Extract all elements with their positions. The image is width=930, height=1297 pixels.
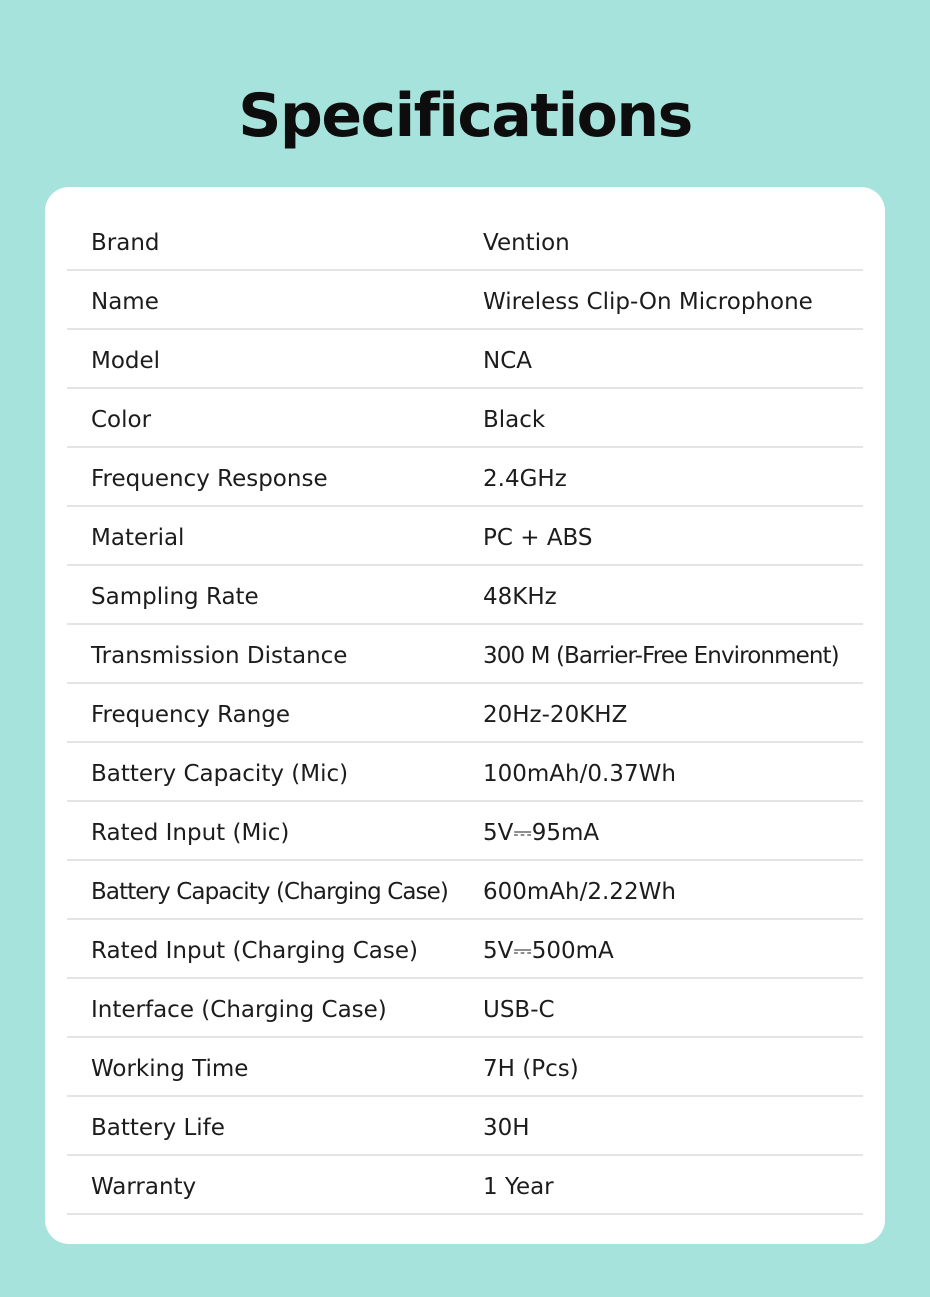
spec-row-transmission-distance bbox=[67, 625, 863, 684]
spec-label: Transmission Distance bbox=[91, 643, 348, 669]
spec-value: 30H bbox=[483, 1115, 530, 1141]
spec-row-frequency-response bbox=[67, 448, 863, 507]
spec-label: Frequency Response bbox=[91, 466, 328, 492]
spec-row-frequency-range bbox=[67, 684, 863, 743]
spec-row-battery-capacity-mic bbox=[67, 743, 863, 802]
spec-row-color bbox=[67, 389, 863, 448]
spec-value: 20Hz-20KHZ bbox=[483, 702, 628, 728]
spec-label: Name bbox=[91, 289, 159, 315]
spec-row-name bbox=[67, 271, 863, 330]
spec-value: USB-C bbox=[483, 997, 555, 1023]
page-title: Specifications bbox=[238, 81, 692, 151]
spec-label: Material bbox=[91, 525, 185, 551]
spec-label: Battery Capacity (Mic) bbox=[91, 761, 349, 787]
spec-label: Interface (Charging Case) bbox=[91, 997, 387, 1023]
spec-label: Brand bbox=[91, 230, 160, 256]
spec-label: Color bbox=[91, 407, 152, 433]
spec-value: 48KHz bbox=[483, 584, 557, 610]
spec-row-battery-capacity-charging-case bbox=[67, 861, 863, 920]
spec-value: NCA bbox=[483, 348, 532, 374]
spec-value: 1 Year bbox=[483, 1174, 554, 1200]
spec-value: 5V⎓95mA bbox=[483, 820, 600, 846]
spec-label: Rated Input (Charging Case) bbox=[91, 938, 419, 964]
spec-row-rated-input-mic bbox=[67, 802, 863, 861]
spec-value: Wireless Clip-On Microphone bbox=[483, 289, 813, 315]
spec-row-rated-input-charging-case bbox=[67, 920, 863, 979]
spec-label: Rated Input (Mic) bbox=[91, 820, 290, 846]
spec-value: 600mAh/2.22Wh bbox=[483, 879, 676, 905]
spec-label: Sampling Rate bbox=[91, 584, 259, 610]
spec-value: 5V⎓500mA bbox=[483, 938, 614, 964]
spec-label: Warranty bbox=[91, 1174, 197, 1200]
spec-value: 7H (Pcs) bbox=[483, 1056, 579, 1082]
spec-value: Black bbox=[483, 407, 546, 433]
specifications-table bbox=[67, 212, 863, 1215]
spec-row-material bbox=[67, 507, 863, 566]
specifications-card bbox=[45, 187, 885, 1244]
spec-row-working-time bbox=[67, 1038, 863, 1097]
spec-row-interface-charging-case bbox=[67, 979, 863, 1038]
spec-label: Frequency Range bbox=[91, 702, 291, 728]
spec-value: 2.4GHz bbox=[483, 466, 567, 492]
spec-value: 300 M (Barrier-Free Environment) bbox=[483, 643, 839, 669]
spec-row-brand bbox=[67, 212, 863, 271]
spec-label: Model bbox=[91, 348, 161, 374]
spec-label: Working Time bbox=[91, 1056, 249, 1082]
spec-value: Vention bbox=[483, 230, 570, 256]
spec-row-battery-life bbox=[67, 1097, 863, 1156]
spec-value: 100mAh/0.37Wh bbox=[483, 761, 676, 787]
spec-label: Battery Life bbox=[91, 1115, 225, 1141]
spec-row-model bbox=[67, 330, 863, 389]
spec-row-warranty bbox=[67, 1156, 863, 1215]
spec-value: PC + ABS bbox=[483, 525, 593, 551]
spec-label: Battery Capacity (Charging Case) bbox=[91, 879, 448, 905]
spec-row-sampling-rate bbox=[67, 566, 863, 625]
